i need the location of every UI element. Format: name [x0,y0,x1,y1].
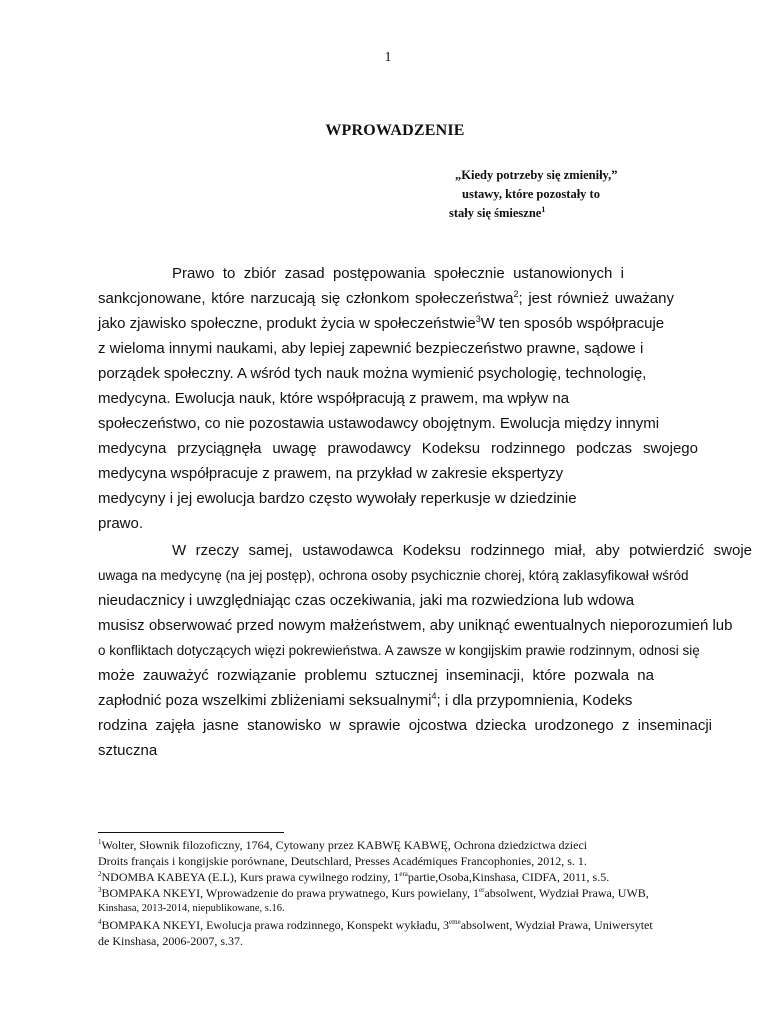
footnote-3-continued: Kinshasa, 2013-2014, niepublikowane, s.16. [98,903,285,914]
epigraph-line: ustawy, które pozostały to [462,187,600,201]
epigraph-line [449,205,545,221]
footnote-number: 1 [98,838,102,846]
footnote-4 [98,918,653,932]
footnote-text: Wolter, Słownik filozoficzny, 1764, Cytowany przez KABWĘ KABWĘ, Ochrona dziedzictwa dzieci [101,838,588,852]
paragraph-line: rodzina zajęła jasne stanowisko w sprawie ojcostwa dziecka urodzonego z inseminacji [98,717,712,734]
footnote-text: BOMPAKA NKEYI, Wprowadzenie do prawa prywatnego, Kurs powielany, 1 [101,886,479,900]
footnote-4-continued: de Kinshasa, 2006-2007, s.37. [98,934,243,948]
ordinal-suffix: er [478,886,485,894]
paragraph-line: nieudacznicy i uwzględniając czas oczekiwania, jaki ma rozwiedziona lub wdowa [98,592,635,609]
paragraph-line: Prawo to zbiór zasad postępowania społecznie ustanowionych i [172,265,624,282]
text-run: zapłodnić poza wszelkimi zbliżeniami seksualnymi [98,692,432,709]
footnote-ref: 1 [541,205,546,214]
text-run: ; jest również uważany [518,290,674,307]
footnote-text: BOMPAKA NKEYI, Ewolucja prawa rodzinnego, Konspekt wykładu, 3 [101,918,450,932]
paragraph-line: z wieloma innymi naukami, aby lepiej zapewnić bezpieczeństwo prawne, sądowe i [98,340,644,357]
footnote-ref: 2 [513,289,519,299]
page-title: WPROWADZENIE [325,122,465,139]
paragraph-line: medycyna współpracuje z prawem, na przykład w zakresie ekspertyzy [98,465,564,482]
text-run: W ten sposób współpracuje [480,315,665,332]
paragraph-line: może zauważyć rozwiązanie problemu sztucznej inseminacji, które pozwala na [98,667,654,684]
ordinal-suffix: eme [449,918,461,926]
epigraph-text: stały się śmieszne [449,206,542,221]
paragraph-line [98,692,632,710]
page-number: 1 [384,50,392,65]
paragraph-line: W rzeczy samej, ustawodawca Kodeksu rodzinnego miał, aby potwierdzić swoje [172,542,752,559]
paragraph-line: prawo. [98,515,144,532]
footnote-text: partie,Osoba,Kinshasa, CIDFA, 2011, s.5. [407,870,610,884]
epigraph-line: „Kiedy potrzeby się zmieniły,” [455,168,618,182]
footnote-1 [98,838,587,852]
paragraph-line [98,315,664,333]
footnote-ref: 3 [475,314,481,324]
footnote-2 [98,870,609,884]
paragraph-line: sztuczna [98,742,158,759]
paragraph-line: uwaga na medycynę (na jej postęp), ochrona osoby psychicznie chorej, którą zaklasyfikował wśród [98,568,689,583]
paragraph-line: medycyna. Ewolucja nauk, które współpracują z prawem, ma wpływ na [98,390,570,407]
footnote-ref: 4 [431,691,437,701]
footnote-separator [98,832,284,833]
footnote-text: absolwent, Wydział Prawa, UWB, [484,886,649,900]
footnote-1-continued: Droits français i kongijskie porównane, Deutschlard, Presses Académiques Francophonies, 2012, s. 1. [98,854,587,868]
footnote-number: 4 [98,918,102,926]
ordinal-suffix: era [399,870,408,878]
footnote-number: 3 [98,886,102,894]
text-run: jako zjawisko społeczne, produkt życia w społeczeństwie [98,315,476,332]
paragraph-line: o konfliktach dotyczących więzi pokrewieństwa. A zawsze w kongijskim prawie rodzinnym, odnosi się [98,643,700,658]
paragraph-line: musisz obserwować przed nowym małżeństwem, aby uniknąć ewentualnych nieporozumień lub [98,617,733,634]
footnote-number: 2 [98,870,102,878]
paragraph-line: medycyny i jej ewolucja bardzo często wywołały reperkusje w dziedzinie [98,490,577,507]
text-run: ; i dla przypomnienia, Kodeks [436,692,633,709]
paragraph-line: społeczeństwo, co nie pozostawia ustawodawcy obojętnym. Ewolucja między innymi [98,415,660,432]
paragraph-line: porządek społeczny. A wśród tych nauk można wymienić psychologię, technologię, [98,365,647,382]
paragraph-line: medycyna przyciągnęła uwagę prawodawcy Kodeksu rodzinnego podczas swojego [98,440,698,457]
paragraph-line [98,290,674,308]
text-run: sankcjonowane, które narzucają się członkom społeczeństwa [98,290,514,307]
footnote-3 [98,886,649,900]
footnote-text: NDOMBA KABEYA (E.L), Kurs prawa cywilnego rodziny, 1 [101,870,400,884]
footnote-text: absolwent, Wydział Prawa, Uniwersytet [460,918,653,932]
